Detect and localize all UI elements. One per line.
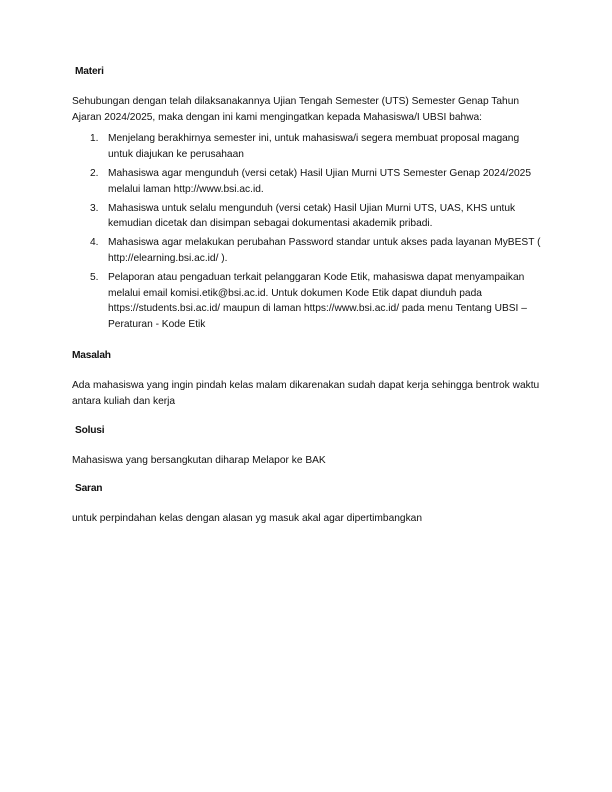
materi-heading: Materi (75, 66, 104, 77)
solusi-heading: Solusi (75, 425, 105, 437)
list-item-number: 5. (90, 271, 99, 283)
list-item-number: 4. (90, 237, 99, 249)
list-item-number: 2. (90, 167, 99, 179)
list-item (72, 201, 542, 233)
materi-list (72, 131, 542, 333)
list-item-number: 1. (90, 133, 99, 145)
list-item-text: Menjelang berakhirnya semester ini, untuk mahasiswa/i segera membuat proposal magang untuk diajukan ke perusahaan (108, 133, 520, 161)
list-item (72, 166, 542, 198)
solusi-text: Mahasiswa yang bersangkutan diharap Melapor ke BAK (72, 455, 326, 467)
masalah-heading: Masalah (72, 349, 111, 361)
list-item (72, 131, 542, 163)
list-item (72, 235, 542, 267)
list-item-text: Mahasiswa agar melakukan perubahan Password standar untuk akses pada layanan MyBEST ( http://elearning.bsi.ac.id/ ). (108, 237, 541, 264)
saran-heading: Saran (75, 482, 103, 494)
saran-text: untuk perpindahan kelas dengan alasan yg masuk akal agar dipertimbangkan (72, 512, 423, 524)
list-item-text: Mahasiswa agar mengunduh (versi cetak) Hasil Ujian Murni UTS Semester Genap 2024/2025 melalui laman http://www.bsi.ac.id. (108, 167, 531, 195)
document-page (72, 64, 542, 527)
materi-intro: Sehubungan dengan telah dilaksanakannya Ujian Tengah Semester (UTS) Semester Genap Tahun Ajaran 2024/2025, maka dengan ini kami mengingatkan kepada Mahasiswa/I UBSI bahwa: (72, 95, 520, 123)
list-item-number: 3. (90, 202, 99, 214)
list-item-text: Pelaporan atau pengaduan terkait pelanggaran Kode Etik, mahasiswa dapat menyampaikan melalui email komisi.etik@bsi.ac.id. Untuk dokumen Kode Etik dapat diunduh pada https://students.bsi.ac.id/ maupun di laman https://www.bsi.ac.id/ pada menu Tentang UBSI – Peraturan - Kode Etik (108, 271, 527, 331)
list-item (72, 270, 542, 333)
list-item-text: Mahasiswa untuk selalu mengunduh (versi cetak) Hasil Ujian Murni UTS, UAS, KHS untuk kemudian dicetak dan disimpan sebagai dokumentasi akademik pribadi. (108, 202, 516, 230)
masalah-text: Ada mahasiswa yang ingin pindah kelas malam dikarenakan sudah dapat kerja sehingga bentrok waktu antara kuliah dan kerja (72, 379, 540, 407)
